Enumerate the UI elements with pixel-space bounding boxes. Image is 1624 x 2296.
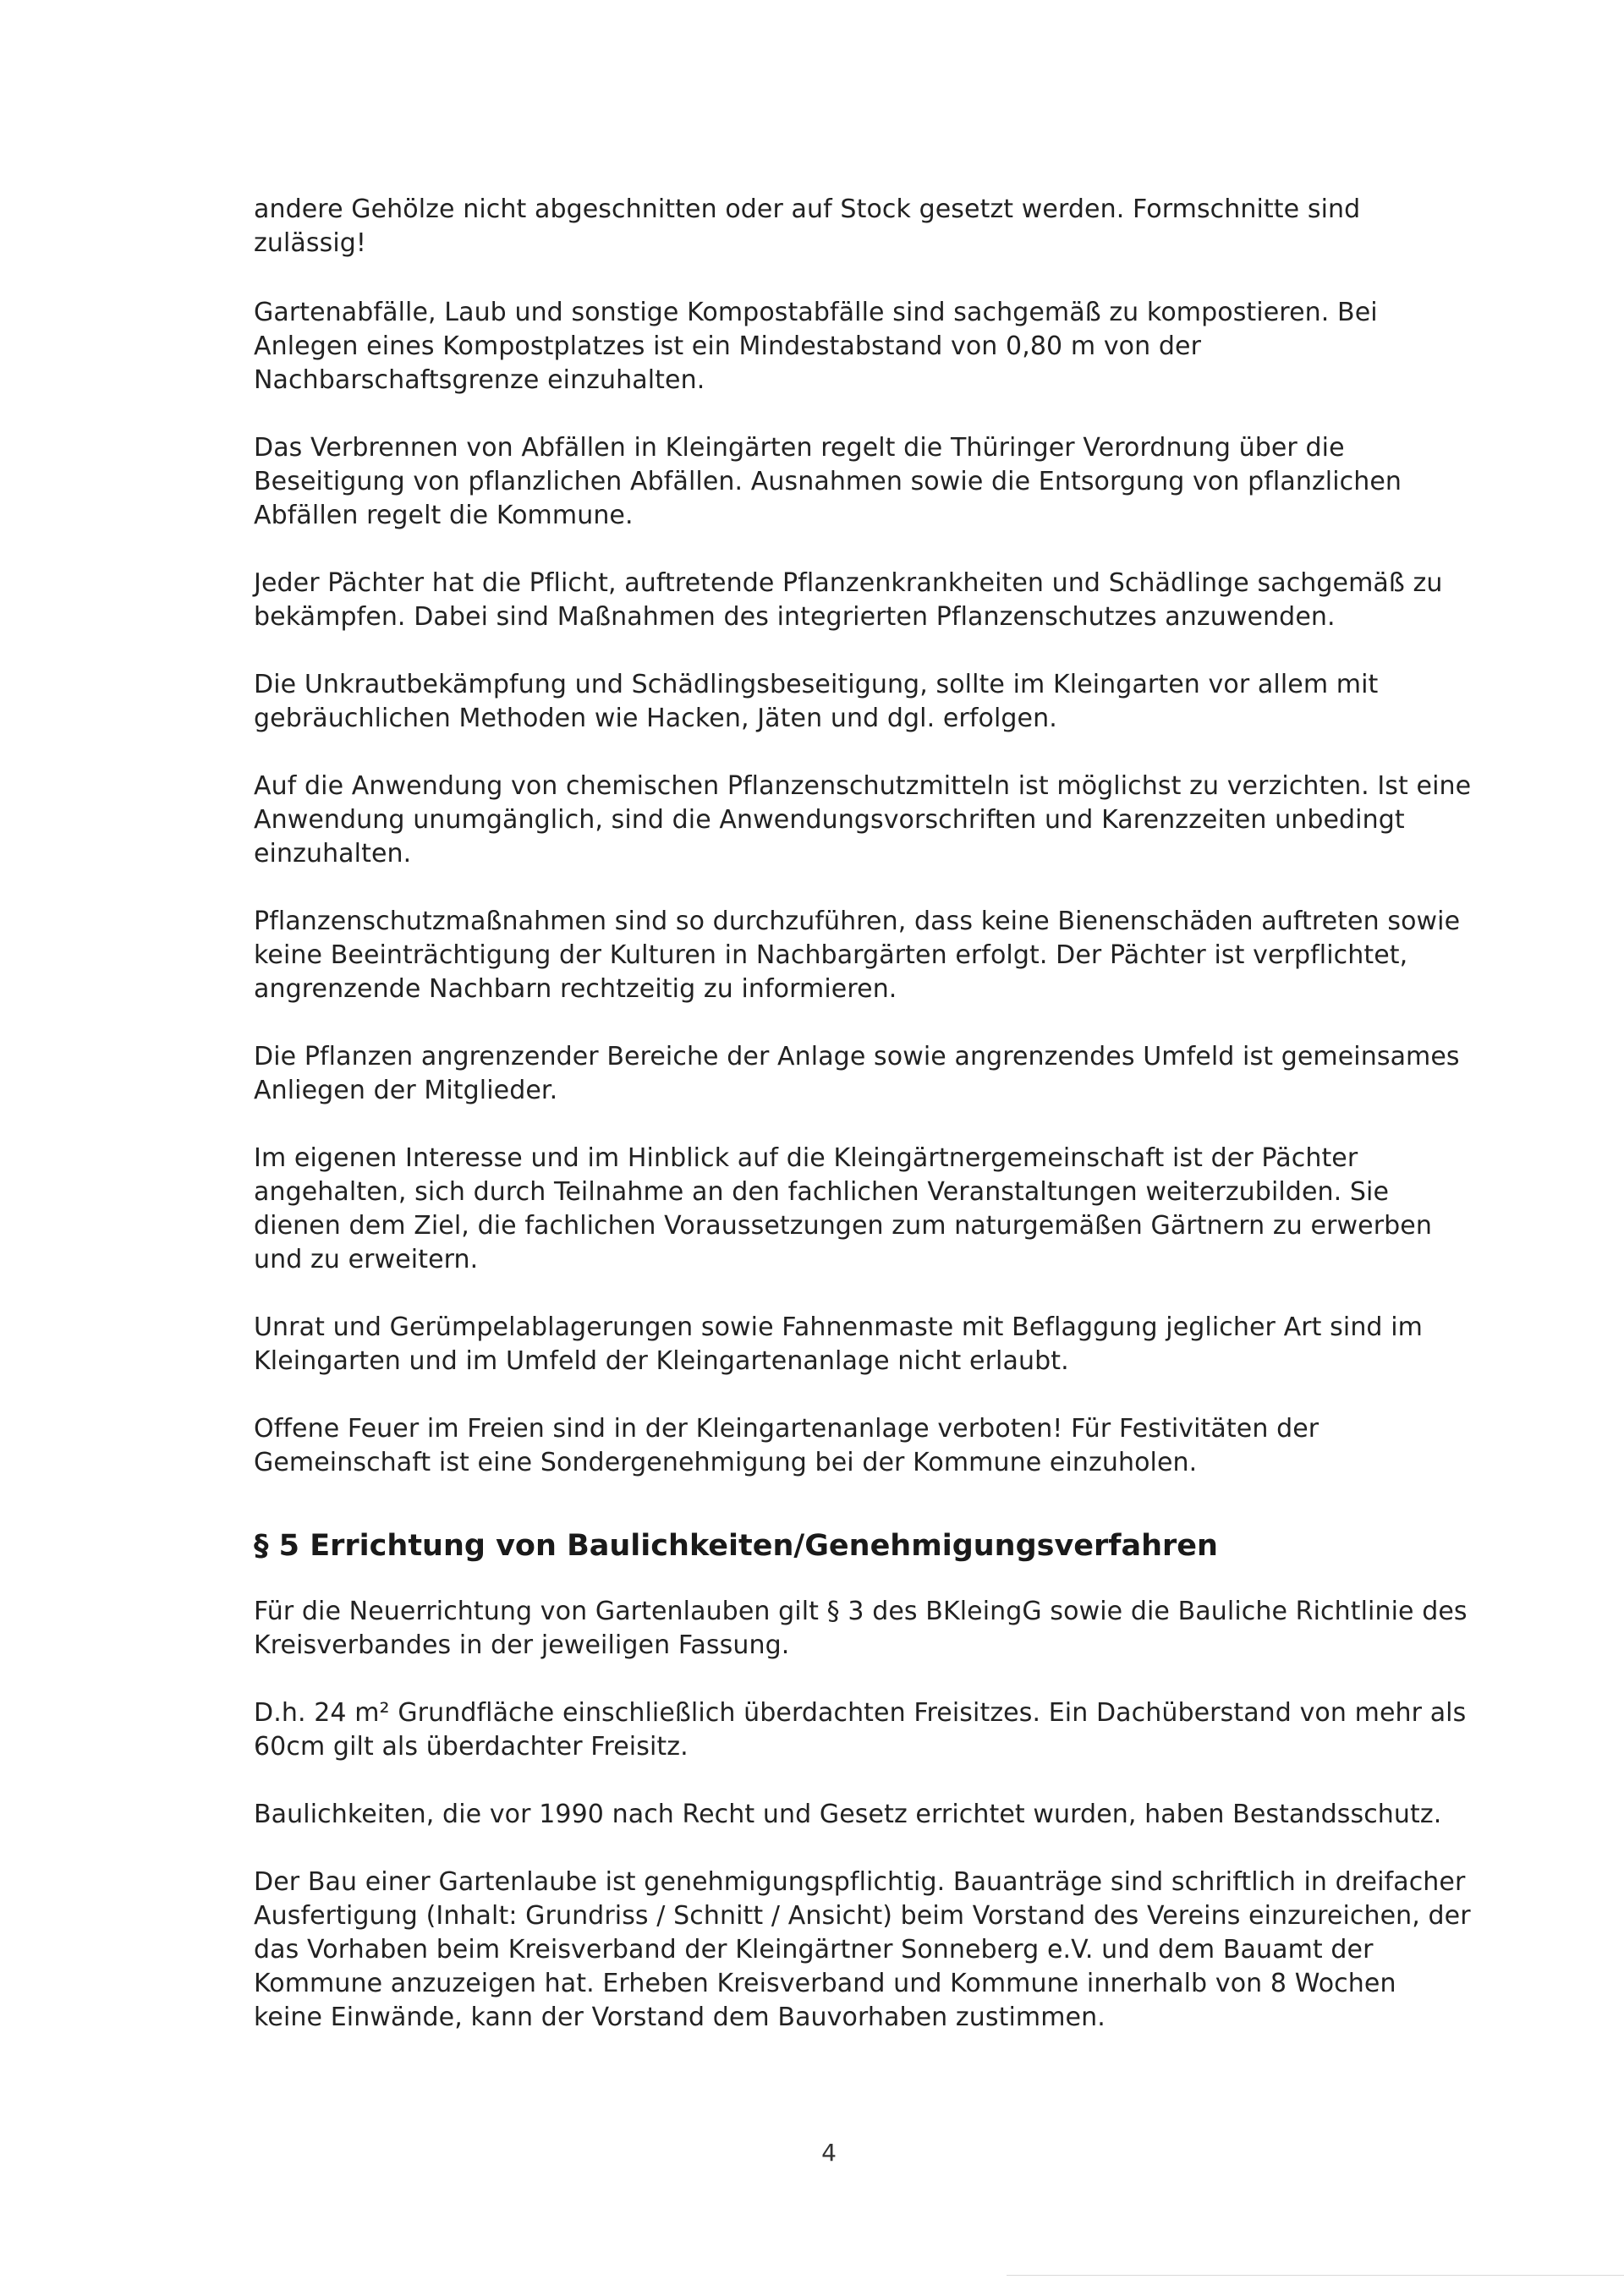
paragraph-rubbish-flags: Unrat und Gerümpelablagerungen sowie Fahnenmaste mit Beflaggung jeglicher Art sind im Kleingarten und im Umfeld der Kleingartenanlage nicht erlaubt.: [254, 1312, 1423, 1376]
paragraph-floor-area: D.h. 24 m² Grundfläche einschließlich überdachten Freisitzes. Ein Dachüberstand von mehr als 60cm gilt als überdachter Freisitz.: [254, 1698, 1467, 1762]
paragraph-waste-burning: Das Verbrennen von Abfällen in Kleingärten regelt die Thüringer Verordnung über die Beseitigung von pflanzlichen Abfällen. Ausnahmen sowie die Entsorgung von pflanzlichen Abfällen regelt die Kommune.: [254, 433, 1402, 530]
footer-divider: [1007, 2275, 1624, 2276]
paragraph-new-arbors: Für die Neuerrichtung von Gartenlauben gilt § 3 des BKleingG sowie die Bauliche Richtlinie des Kreisverbandes in der jeweiligen Fassung.: [254, 1597, 1468, 1660]
paragraph-plant-protection: Pflanzenschutzmaßnahmen sind so durchzuführen, dass keine Bienenschäden auftreten sowie keine Beeinträchtigung der Kulturen in Nachbargärten erfolgt. Der Pächter ist verpflichtet, angrenzende Nachbarn rechtzeitig zu informieren.: [254, 907, 1461, 1004]
paragraph-plant-diseases: Jeder Pächter hat die Pflicht, auftretende Pflanzenkrankheiten und Schädlinge sachgemäß zu bekämpfen. Dabei sind Maßnahmen des integrierten Pflanzenschutzes anzuwenden.: [254, 568, 1443, 632]
paragraph-compost: Gartenabfälle, Laub und sonstige Kompostabfälle sind sachgemäß zu kompostieren. Bei Anlegen eines Kompostplatzes ist ein Mindestabstand von 0,80 m von der Nachbarschaftsgrenze einzuhalten.: [254, 298, 1378, 395]
paragraph-building-permit: Der Bau einer Gartenlaube ist genehmigungspflichtig. Bauanträge sind schriftlich in dreifacher Ausfertigung (Inhalt: Grundriss / Schnitt / Ansicht) beim Vorstand des Vereins einzureichen, der das Vorhaben beim Kreisverband der Kleingärtner Sonneberg e.V. und dem Bauamt der Kommune anzuzeigen hat. Erheben Kreisverband und Kommune innerhalb von 8 Wochen keine Einwände, kann der Vorstand dem Bauvorhaben zustimmen.: [254, 1867, 1471, 2032]
section-heading: § 5 Errichtung von Baulichkeiten/Genehmigungsverfahren: [254, 1529, 1218, 1563]
page-content: [254, 193, 1472, 2069]
paragraph-hedge-cutting: andere Gehölze nicht abgeschnitten oder auf Stock gesetzt werden. Formschnitte sind zulässig!: [254, 195, 1361, 258]
paragraph-open-fire: Offene Feuer im Freien sind in der Kleingartenanlage verboten! Für Festivitäten der Gemeinschaft ist eine Sondergenehmigung bei der Kommune einzuholen.: [254, 1414, 1320, 1477]
paragraph-grandfathering: Baulichkeiten, die vor 1990 nach Recht und Gesetz errichtet wurden, haben Bestandsschutz.: [254, 1800, 1442, 1829]
paragraph-adjacent-areas: Die Pflanzen angrenzender Bereiche der Anlage sowie angrenzendes Umfeld ist gemeinsames Anliegen der Mitglieder.: [254, 1042, 1460, 1105]
page-number: 4: [821, 2139, 837, 2167]
paragraph-further-training: Im eigenen Interesse und im Hinblick auf die Kleingärtnergemeinschaft ist der Pächter angehalten, sich durch Teilnahme an den fachlichen Veranstaltungen weiterzubilden. Sie dienen dem Ziel, die fachlichen Voraussetzungen zum naturgemäßen Gärtnern zu erwerben und zu erweitern.: [254, 1143, 1432, 1274]
paragraph-weed-control: Die Unkrautbekämpfung und Schädlingsbeseitigung, sollte im Kleingarten vor allem mit gebräuchlichen Methoden wie Hacken, Jäten und dgl. erfolgen.: [254, 670, 1379, 733]
paragraph-chemical-pesticides: Auf die Anwendung von chemischen Pflanzenschutzmitteln ist möglichst zu verzichten. Ist eine Anwendung unumgänglich, sind die Anwendungsvorschriften und Karenzzeiten unbedingt einzuhalten.: [254, 771, 1472, 869]
